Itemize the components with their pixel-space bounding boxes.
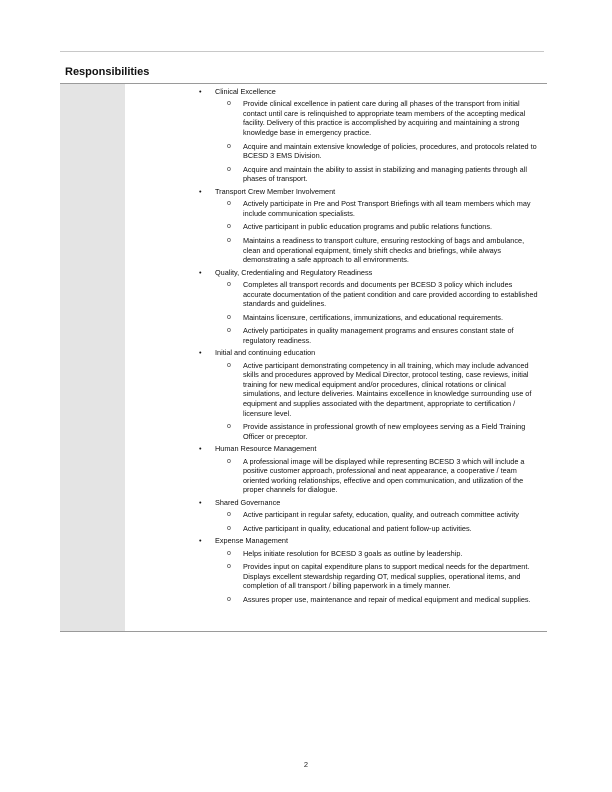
hollow-bullet-icon: o — [227, 280, 231, 288]
list-item — [125, 280, 547, 309]
list-item — [125, 361, 547, 419]
responsibility-items — [125, 457, 547, 495]
responsibility-heading — [125, 187, 547, 196]
list-item-text: Provide clinical excellence in patient care during all phases of the transport from initial contact until care is relinquished to appropriate team members of the accepting medical facility. Delivery of this practice is accomplished by acquiring and maintaining a strong knowledge base in emergency practice. — [243, 99, 526, 137]
list-item-text: Actively participates in quality management programs and ensures constant state of regulatory readiness. — [243, 326, 514, 345]
hollow-bullet-icon: o — [227, 524, 231, 532]
responsibilities-table — [60, 84, 547, 631]
top-divider — [60, 51, 544, 52]
section-title: Responsibilities — [65, 66, 150, 78]
list-item-text: Acquire and maintain the ability to assist in stabilizing and managing patients through all phases of transport. — [243, 164, 527, 184]
list-item-text: Active participant in regular safety, education, quality, and outreach committee activity — [243, 510, 519, 520]
shaded-label-column — [60, 84, 125, 631]
hollow-bullet-icon: o — [227, 511, 231, 519]
responsibilities-content — [125, 84, 547, 631]
bullet-icon: • — [199, 536, 202, 546]
list-item-text: A professional image will be displayed while representing BCESD 3 which will include a positive customer approach, professional and neat appearance, a cooperative / team oriented working relationships, effective and open communication, and utilization of the proper channels for dialogue. — [243, 456, 525, 495]
responsibility-items — [125, 199, 547, 265]
list-item — [125, 99, 547, 137]
hollow-bullet-icon: o — [227, 549, 231, 557]
responsibility-heading-label: Transport Crew Member Involvement — [215, 186, 336, 196]
bullet-icon: • — [199, 87, 202, 96]
list-item-text: Assures proper use, maintenance and repair of medical equipment and medical supplies. — [243, 594, 531, 604]
responsibility-heading — [125, 268, 547, 277]
hollow-bullet-icon: o — [227, 200, 231, 208]
list-item-text: Provides input on capital expenditure plans to support medical needs for the department. Displays excellent stewardship regarding OT, medical supplies, operational items, and completion of all transport / billing paperwork in a timely manner. — [243, 562, 530, 591]
list-item — [125, 510, 547, 520]
hollow-bullet-icon: o — [227, 563, 231, 571]
responsibility-items — [125, 99, 547, 184]
bullet-icon: • — [199, 348, 202, 358]
table-bottom-divider — [60, 631, 547, 632]
list-item-text: Completes all transport records and documents per BCESD 3 policy which includes accurate documentation of the patient condition and care provided according to established standards and guidelines. — [243, 279, 538, 309]
list-item-text: Maintains a readiness to transport culture, ensuring restocking of bags and ambulance, clean and operational equipment, timely shift checks and briefings, while always demonstrating a safe approach to all environments. — [243, 235, 525, 265]
bullet-icon: • — [199, 444, 202, 454]
list-item — [125, 236, 547, 265]
responsibility-heading-label: Initial and continuing education — [215, 348, 316, 358]
list-item-text: Actively participate in Pre and Post Transport Briefings with all team members which may include communication specialists. — [243, 199, 531, 218]
responsibility-group — [125, 187, 547, 265]
responsibility-group — [125, 348, 547, 441]
page-number: 2 — [303, 760, 309, 769]
hollow-bullet-icon: o — [227, 595, 231, 603]
responsibility-items — [125, 361, 547, 442]
responsibility-group — [125, 498, 547, 533]
list-item-text: Acquire and maintain extensive knowledge of policies, procedures, and protocols related to BCESD 3 EMS Division. — [243, 141, 537, 161]
list-item — [125, 313, 547, 323]
list-item-text: Active participant demonstrating competency in all training, which may include advanced skills and procedures approved by Medical Director, protocol testing, case reviews, initial training for new medical equipment and/or procedures, clinical rotations or clinical simulations, and lecture deliveries. Maintains excellence in knowledge surrounding use of equipment and supplies associated with the department, appropriate to certification / licensure level. — [243, 360, 532, 418]
responsibility-heading-label: Expense Management — [215, 536, 289, 546]
list-item — [125, 199, 547, 218]
list-item — [125, 326, 547, 345]
list-item-text: Active participant in public education programs and public relations functions. — [243, 222, 493, 232]
list-item — [125, 222, 547, 232]
hollow-bullet-icon: o — [227, 100, 231, 108]
responsibility-heading-label: Shared Governance — [215, 498, 281, 508]
hollow-bullet-icon: o — [227, 327, 231, 335]
list-item — [125, 562, 547, 591]
responsibility-group — [125, 444, 547, 495]
hollow-bullet-icon: o — [227, 223, 231, 231]
bullet-icon: • — [199, 186, 202, 196]
list-item — [125, 549, 547, 559]
list-item-text: Maintains licensure, certifications, immunizations, and educational requirements. — [243, 312, 503, 322]
responsibility-heading — [125, 87, 547, 96]
list-item — [125, 165, 547, 184]
list-item — [125, 524, 547, 534]
responsibility-heading — [125, 498, 547, 507]
responsibility-items — [125, 510, 547, 533]
responsibility-items — [125, 280, 547, 346]
responsibility-group — [125, 268, 547, 346]
hollow-bullet-icon: o — [227, 361, 231, 369]
hollow-bullet-icon: o — [227, 423, 231, 431]
responsibility-group — [125, 536, 547, 604]
responsibility-heading-label: Quality, Credentialing and Regulatory Readiness — [215, 267, 373, 277]
responsibility-heading — [125, 348, 547, 357]
hollow-bullet-icon: o — [227, 142, 231, 150]
responsibility-heading-label: Human Resource Management — [215, 444, 317, 454]
list-item — [125, 422, 547, 441]
list-item-text: Helps initiate resolution for BCESD 3 goals as outline by leadership. — [243, 548, 463, 558]
responsibility-group — [125, 87, 547, 184]
list-item-text: Active participant in quality, educational and patient follow-up activities. — [243, 523, 472, 533]
responsibility-heading — [125, 444, 547, 453]
list-item-text: Provide assistance in professional growth of new employees serving as a Field Training Officer or preceptor. — [243, 422, 526, 441]
hollow-bullet-icon: o — [227, 236, 231, 244]
bullet-icon: • — [199, 267, 202, 277]
list-item — [125, 142, 547, 161]
bullet-icon: • — [199, 498, 202, 508]
list-item — [125, 457, 547, 495]
hollow-bullet-icon: o — [227, 457, 231, 465]
hollow-bullet-icon: o — [227, 313, 231, 321]
responsibilities-list — [125, 87, 547, 605]
responsibility-items — [125, 549, 547, 605]
responsibility-heading — [125, 536, 547, 545]
hollow-bullet-icon: o — [227, 165, 231, 173]
list-item — [125, 595, 547, 605]
responsibility-heading-label: Clinical Excellence — [215, 87, 276, 96]
